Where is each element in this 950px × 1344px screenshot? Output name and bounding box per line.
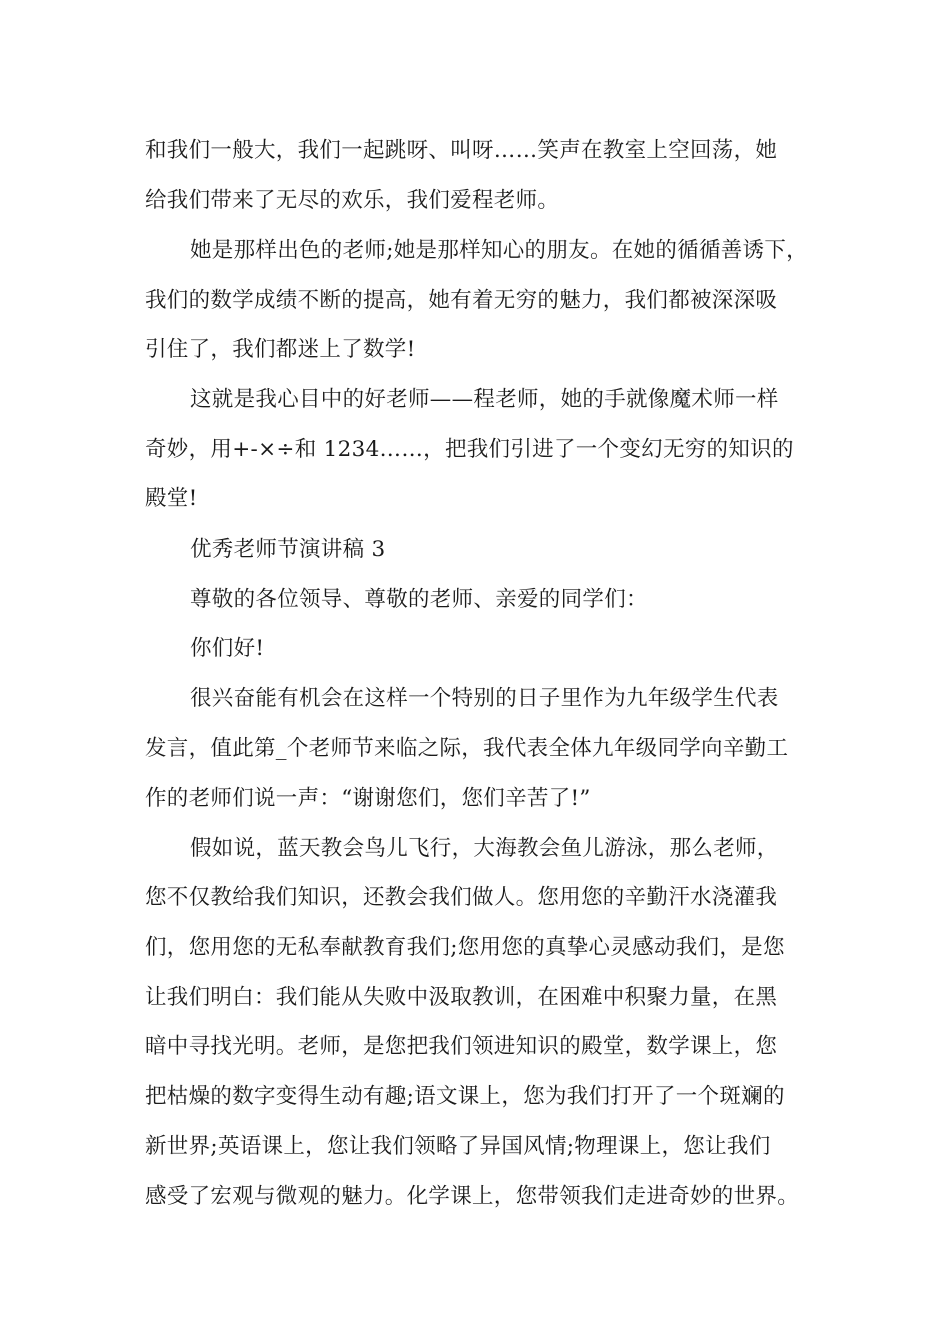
text-line: 给我们带来了无尽的欢乐，我们爱程老师。 <box>145 188 560 213</box>
text-line: 奇妙，用+-×÷和 1234……，把我们引进了一个变幻无穷的知识的 <box>145 437 794 462</box>
text-line: 让我们明白：我们能从失败中汲取教训，在困难中积聚力量，在黑 <box>145 985 778 1010</box>
paragraph-start: 她是那样出色的老师;她是那样知心的朋友。在她的循循善诱下， <box>190 238 808 263</box>
text-line: 和我们一般大，我们一起跳呀、叫呀……笑声在教室上空回荡，她 <box>145 138 778 163</box>
text-line: 引住了，我们都迷上了数学! <box>145 337 416 362</box>
text-line: 殿堂! <box>145 486 198 511</box>
text-line: 感受了宏观与微观的魅力。化学课上，您带领我们走进奇妙的世界。 <box>145 1184 800 1209</box>
paragraph-start: 这就是我心目中的好老师——程老师，她的手就像魔术师一样 <box>190 387 779 412</box>
text-line: 我们的数学成绩不断的提高，她有着无穷的魅力，我们都被深深吸 <box>145 288 778 313</box>
text-line: 把枯燥的数字变得生动有趣;语文课上，您为我们打开了一个斑斓的 <box>145 1084 785 1109</box>
paragraph-start: 很兴奋能有机会在这样一个特别的日子里作为九年级学生代表 <box>190 686 779 711</box>
text-line: 们，您用您的无私奉献教育我们;您用您的真挚心灵感动我们，是您 <box>145 935 785 960</box>
text-line: 作的老师们说一声：“谢谢您们，您们辛苦了!” <box>145 786 591 811</box>
text-line: 暗中寻找光明。老师，是您把我们领进知识的殿堂，数学课上，您 <box>145 1034 778 1059</box>
text-line: 发言，值此第_个老师节来临之际，我代表全体九年级同学向辛勤工 <box>145 736 789 761</box>
greeting: 你们好! <box>190 636 265 661</box>
text-line: 新世界;英语课上，您让我们领略了异国风情;物理课上，您让我们 <box>145 1134 771 1159</box>
section-heading: 优秀老师节演讲稿 3 <box>190 537 386 562</box>
text-line: 您不仅教给我们知识，还教会我们做人。您用您的辛勤汗水浇灌我 <box>145 885 778 910</box>
paragraph-start: 假如说，蓝天教会鸟儿飞行，大海教会鱼儿游泳，那么老师， <box>190 836 779 861</box>
salutation: 尊敬的各位领导、尊敬的老师、亲爱的同学们： <box>190 587 648 612</box>
